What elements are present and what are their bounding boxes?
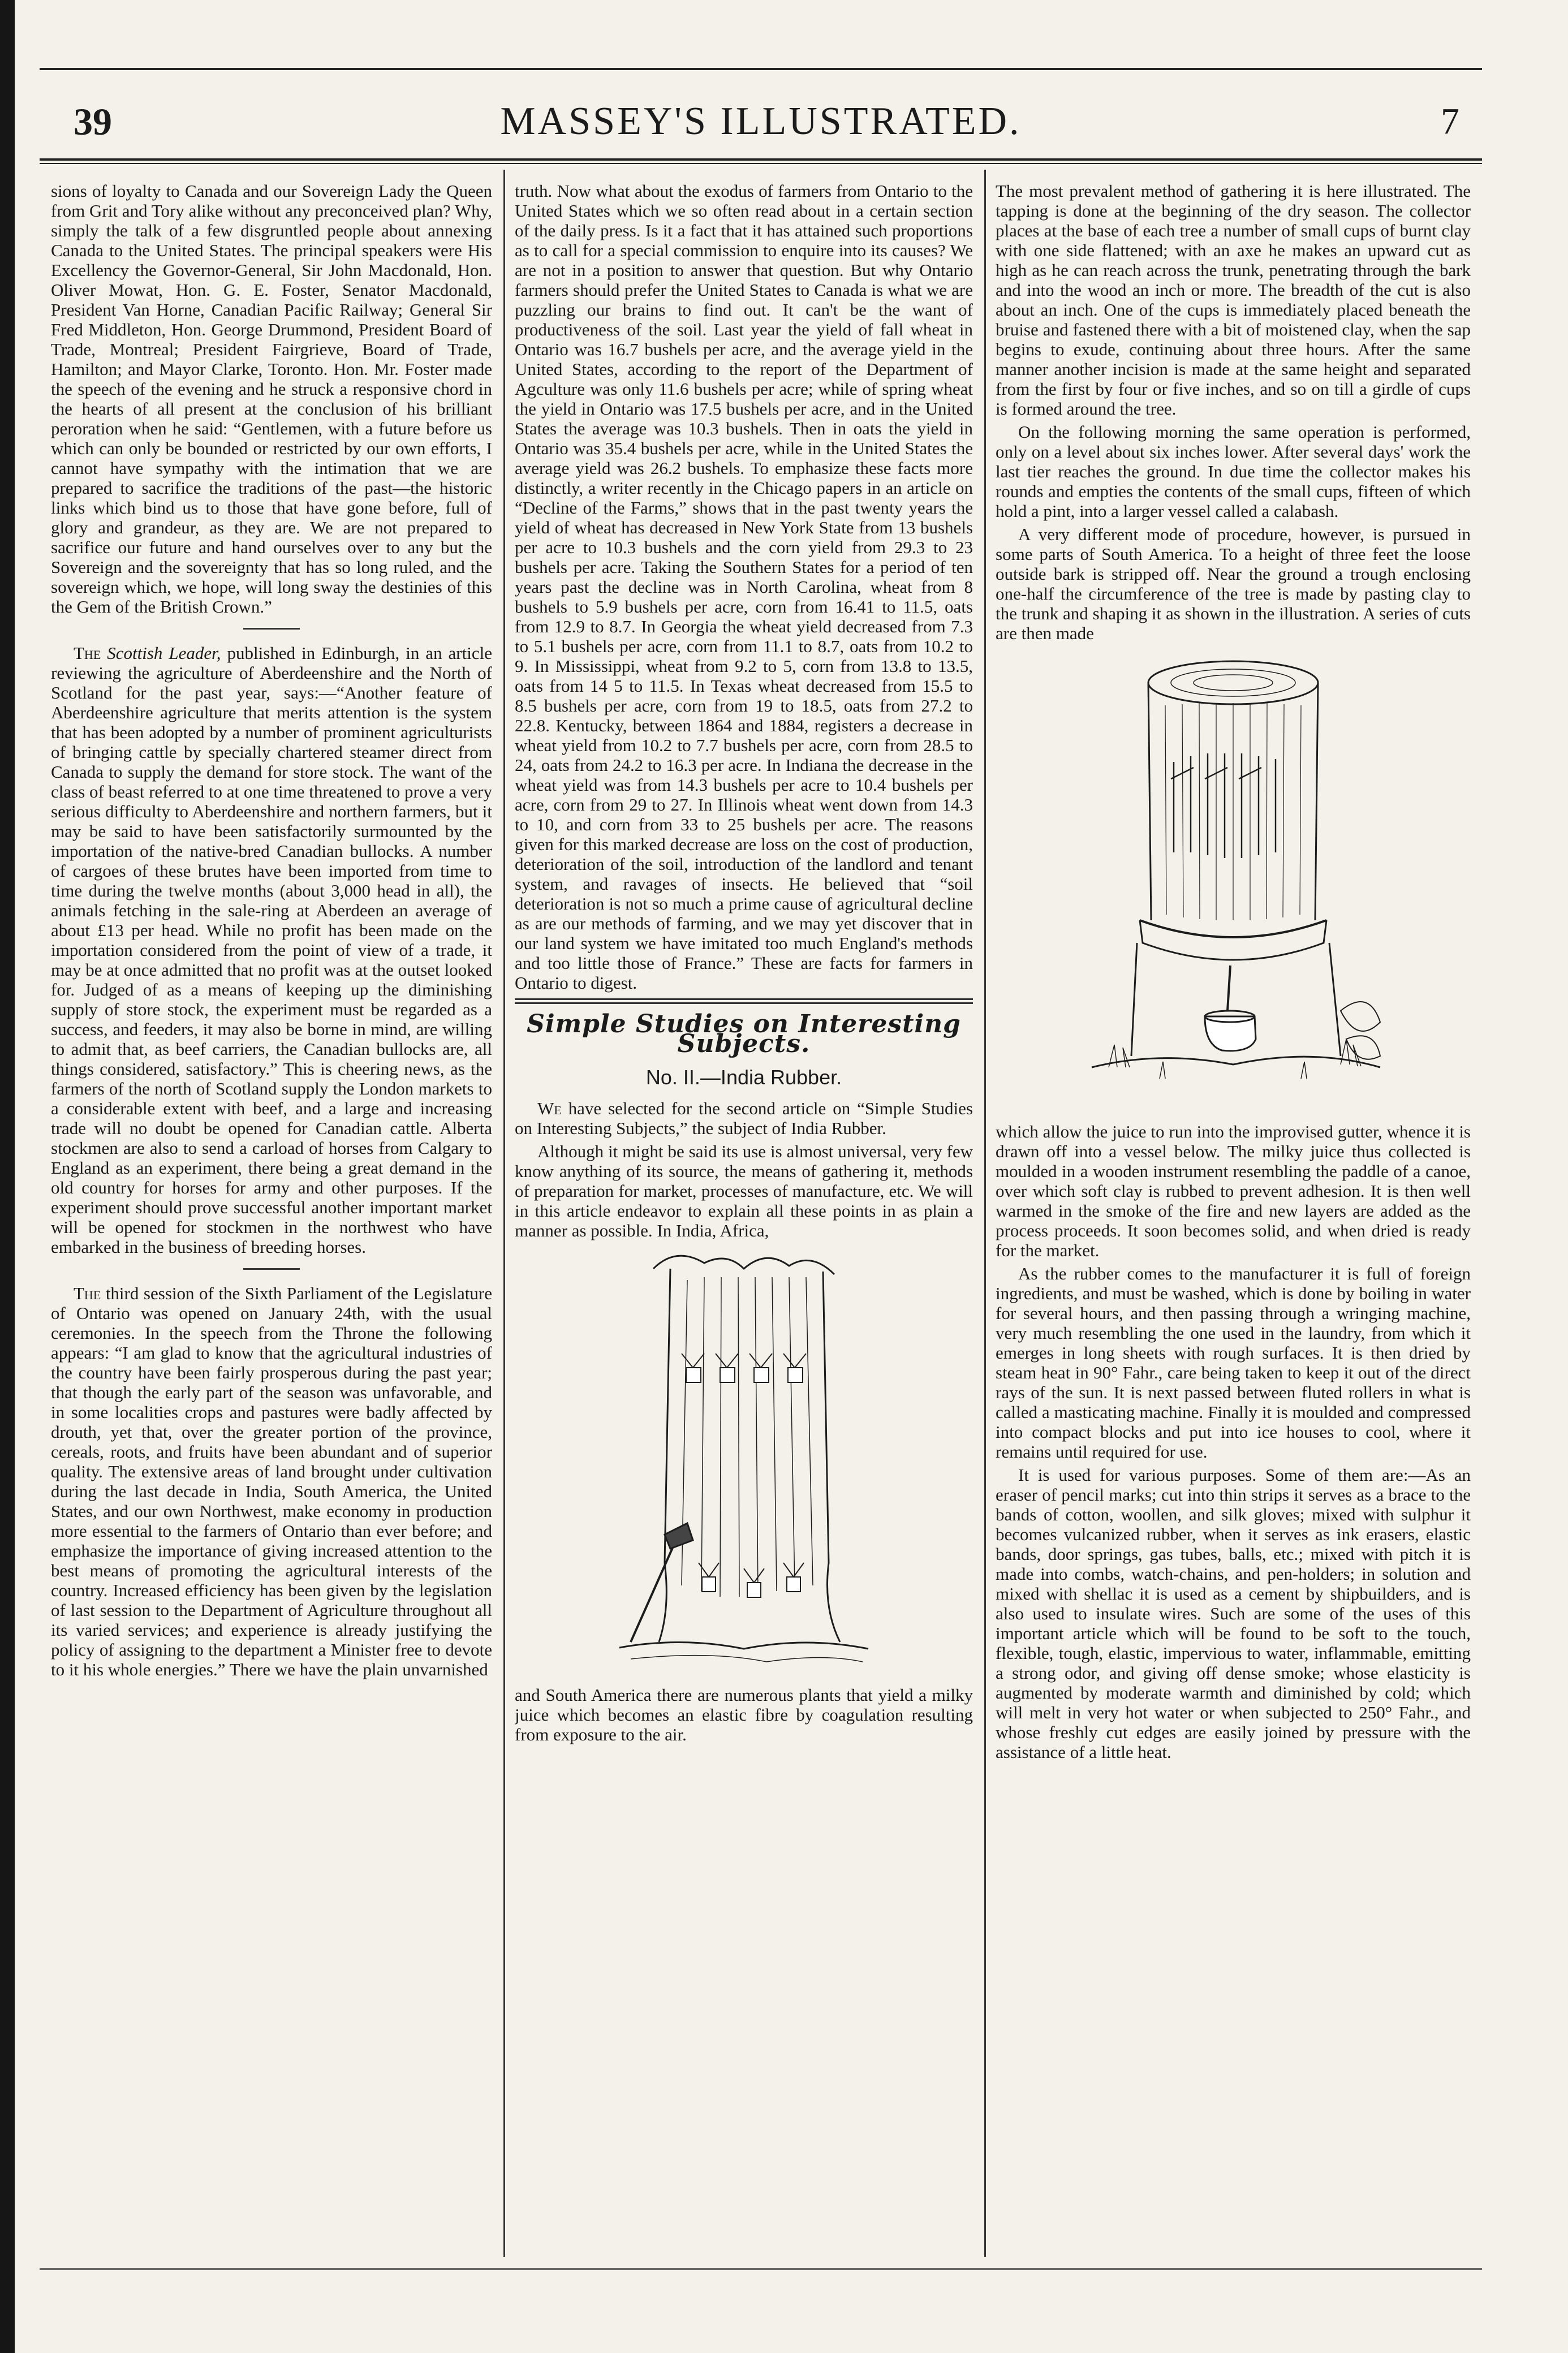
- paragraph-body: published in Edinburgh, in an article reviewing the agriculture of Aberdeenshire and the North of Scotland for the past year, says:—“Another feature of Aberdeenshire agriculture that merits attention is the system that has been adopted by a number of prominent agriculturists of bringing cattle by specially chartered steamer direct from Canada to supply the demand for store stock. The want of the class of beast referred to at one time threatened to prove a very serious difficulty to Aberdeenshire and northern farmers, but it may be said to have been satisfactorily surmounted by the importation of the native-bred Canadian bullocks. A number of cargoes of these brutes have been imported from time to time during the twelve months (about 3,000 head in all), the animals fetching in the sale-ring at Aberdeen an average of about £13 per head. While no profit has been made on the importation considered from the point of view of a trade, it may be at once admitted that no profit was at the outset looked for. Judged of as a means of keeping up the diminishing supply of store stock, the experiment must be regarded as a success, and feeders, it may also be borne in mind, are willing to admit that, as beef carriers, the Canadian bullocks are, all things considered, satisfactory.” This is cheering news, as the farmers of the north of Scotland supply the London markets to a considerable extent with beef, and a large and increasing trade will no doubt be opened for Canadian cattle. Alberta stockmen are also to send a carload of horses from Calgary to England as an experiment, there being a great demand in the old country for horses for army and other purposes. If the experiment should prove successful another important market will be opened for stockmen in the northwest who have embarked in the business of breeding horses.: [51, 643, 492, 1257]
- separator-rule: [243, 628, 300, 630]
- separator-rule: [243, 1268, 300, 1270]
- paragraph-body: third session of the Sixth Parliament of the Legislature of Ontario was opened on January 24th, with the usual ceremonies. In the speech from the Throne the following appears: “I am glad to know that the agricultural industries of the country have been fairly prosperous during the past year; that though the early part of the season was unfavorable, and in some localities crops and pastures were badly affected by drouth, yet that, over the greater portion of the province, cereals, roots, and fruits have been abundant and of superior quality. The extensive areas of land brought under cultivation during the last decade in India, South America, the United States, and our own Northwest, make economy in production more essential to the farmers of Ontario than ever before; and emphasize the importance of giving increased attention to the best means of promoting the agricultural interests of the country. Increased efficiency has been given by the legislation of last session to the Department of Agriculture throughout all its varied services; and experience is already justifying the policy of assigning to the department a Minister free to devote to it his whole energies.” There we have the plain unvarnished: [51, 1283, 492, 1679]
- column-rule-1: [503, 170, 505, 2257]
- paragraph-universal: Although it might be said its use is almost universal, very few know anything of its source, the means of gathering it, methods of preparation for market, processes of manufacture, etc. We will in this article endeavor to explain all these points in as plain a manner as possible. In India, Africa,: [515, 1141, 973, 1240]
- lead-word: The: [74, 643, 101, 663]
- illustration-tree-with-cups: [597, 1246, 891, 1676]
- column-3: [996, 181, 1471, 2262]
- paragraph-exodus: truth. Now what about the exodus of farmers from Ontario to the United States which we so often read about in a certain section of the daily press. Is it a fact that it has attained such proportions as to call for a special commission to enquire into its causes? We are not in a position to answer that question. But why Ontario farmers should prefer the United States to Canada is what we are puzzling our brains to find out. It can't be the want of productiveness of the soil. Last year the yield of fall wheat in Ontario was 16.7 bushels per acre, and the average yield in the United States, according to the report of the Department of Agculture was only 11.6 bushels per acre; while of spring wheat the yield in Ontario was 17.5 bushels per acre, and in the United States the average was 10.3 bushels. Then in oats the yield in Ontario was 35.4 bushels per acre, while in the United States the average yield was 26.2 bushels. To emphasize these facts more distinctly, a writer recently in the Chicago papers in an article on “Decline of the Farms,” shows that in the past twenty years the yield of wheat has decreased in New York State from 13 bushels per acre to 10.3 bushels and the corn yield from 29.3 to 23 bushels per acre. Taking the Southern States for a period of ten years past the decline was in North Carolina, wheat from 8 bushels to 5.9 bushels per acre, corn from 16.41 to 11.5, oats from 12.9 to 8.7. In Georgia the wheat yield decreased from 7.3 to 5.1 bushels per acre, corn from 11.1 to 8.7, oats from 10.2 to 9. In Mississippi, wheat from 9.2 to 5, corn from 13.8 to 13.5, oats from 14 5 to 11.5. In Texas wheat decreased from 15.5 to 8.5 bushels per acre, corn from 19 to 18.5, oats from 27.2 to 22.8. Kentucky, between 1864 and 1884, registers a decrease in wheat yield from 10.2 to 7.7 bushels per acre, corn from 28.5 to 24, oats from 24.2 to 16.3 per acre. In Indiana the decrease in the wheat yield was from 14.3 bushels per acre to 10.4 bushels per acre, corn from 29 to 27. In Illinois wheat went down from 14.3 to 10, and corn from 33 to 25 bushels per acre. The reasons given for this marked decrease are loss on the cost of production, deterioration of the soil, introduction of the landlord and tenant system, and ravages of insects. He believed that “soil deterioration is not so much a prime cause of agricultural decline as are our methods of farming, and we may yet discover that in our land system we have imitated too much England's methods and too little those of France.” These are facts for farmers in Ontario to digest.: [515, 181, 973, 993]
- bottom-rule: [40, 2268, 1482, 2270]
- column-1: [51, 181, 492, 2262]
- paragraph-manufacturer: As the rubber comes to the manufacturer it is full of foreign ingredients, and must be washed, which is done by boiling in water for several hours, and then passing through a wringing machine, very much resembling the one used in the laundry, from which it emerges in long sheets with rough surfaces. It is then dried by steam heat in 90° Fahr., care being taken to keep it out of the direct rays of the sun. It is next passed between fluted rollers in what is called a masticating machine. Finally it is moulded and compressed into compact blocks and put into ice houses to cool, where it remains until required for use.: [996, 1264, 1471, 1462]
- binding-spine: [0, 0, 15, 2353]
- newspaper-page: [17, 0, 1493, 2353]
- paragraph-south-america: A very different mode of procedure, however, is pursued in some parts of South America. To a height of three feet the loose outside bark is stripped off. Near the ground a trough enclosing one-half the circumference of the tree is made by pasting clay to the trunk and shaping it as shown in the illustration. A series of cuts are then made: [996, 524, 1471, 643]
- paragraph-milky-juice: and South America there are numerous plants that yield a milky juice which becomes an elastic fibre by coagulation resulting from exposure to the air.: [515, 1685, 973, 1744]
- paragraph-method: The most prevalent method of gathering it is here illustrated. The tapping is done at the beginning of the dry season. The collector places at the base of each tree a number of small cups of burnt clay with one side flattened; with an axe he makes an upward cut as high as he can reach across the trunk, penetrating through the bark and into the wood an inch or more. The breadth of the cut is also about an inch. One of the cups is immediately placed beneath the bruise and fastened there with a bit of moistened clay, when the sap begins to exude, continuing about three hours. After the same manner another incision is made at the same height and separated from the first by four or five inches, and so on till a girdle of cups is formed around the tree.: [996, 181, 1471, 419]
- lead-word: The: [74, 1283, 101, 1303]
- masthead-double-rule: [40, 158, 1482, 164]
- masthead: [40, 90, 1482, 158]
- paragraph-following-morning: On the following morning the same operation is performed, only on a level about six inches lower. After several days' work the last tier reaches the ground. In due time the collector makes his rounds and empties the contents of the small cups, fifteen of which hold a pint, into a larger vessel called a calabash.: [996, 422, 1471, 521]
- paragraph-parliament: [51, 1283, 492, 1679]
- illustration-tree-with-trough: [1075, 649, 1392, 1113]
- section-heading: Simple Studies on Interesting Subjects.: [527, 1010, 961, 1058]
- top-rule: [40, 68, 1482, 70]
- page-number-left: 39: [74, 100, 112, 143]
- paragraph-body: have selected for the second article on “Simple Studies on Interesting Subjects,” the subject of India Rubber.: [515, 1098, 973, 1138]
- paragraph-uses: It is used for various purposes. Some of them are:—As an eraser of pencil marks; cut into thin strips it serves as a brace to the bands of cotton, woollen, and silk gloves; mixed with sulphur it becomes vulcanized rubber, when it serves as ink erasers, elastic bands, door springs, gas tubes, balls, etc.; mixed with pitch it is made into combs, watch-chains, and pen-holders; in solution and mixed with shellac it is used as a cement by shipbuilders, and is also used to insulate wires. Such are some of the uses of this important article which will be found to be soft to the touch, flexible, tough, elastic, impervious to water, inflammable, emitting a strong odor, and giving off dense smoke; whose elasticity is augmented by moderate warmth and diminished by cold; which will melt in very hot water or when subjected to 250° Fahr., and whose freshly cut edges are easily joined by pressure with the assistance of a little heat.: [996, 1465, 1471, 1762]
- heading-double-rule: [515, 998, 973, 1004]
- lead-word: We: [537, 1098, 562, 1118]
- paragraph-loyalty: sions of loyalty to Canada and our Sovereign Lady the Queen from Grit and Tory alike without any preconceived plan? Why, simply the talk of a few disgruntled people about annexing Canada to the United States. The principal speakers were His Excellency the Governor-General, Sir John Macdonald, Hon. Oliver Mowat, Hon. G. E. Foster, Senator Macdonald, President Van Horne, Canadian Pacific Railway; General Sir Fred Middleton, Hon. George Drummond, President Board of Trade, Montreal; President Fairgrieve, Board of Trade, Hamilton; and Mayor Clarke, Toronto. Hon. Mr. Foster made the speech of the evening and he struck a responsive chord in the hearts of all present at the conclusion of his brilliant peroration when he said: “Gentlemen, with a future before us which can only be bounded or restricted by our own efforts, I cannot have sympathy with the intimation that we are prepared to sacrifice the traditions of the past—the historic links which bind us to those that have gone before, full of glory and grandeur, as they are. We are not prepared to sacrifice our future and hand ourselves over to any but the Sovereign and the sovereignty that has so long ruled, and the sovereign which, we hope, will long sway the destinies of this the Gem of the British Crown.”: [51, 181, 492, 617]
- publication-title: MASSEY'S ILLUSTRATED.: [500, 100, 1022, 143]
- page-number-right: 7: [1441, 101, 1459, 142]
- column-rule-2: [984, 170, 986, 2257]
- publication-name: Scottish Leader,: [107, 643, 221, 663]
- column-2: [515, 181, 973, 2262]
- paragraph-scottish-leader: [51, 643, 492, 1257]
- paragraph-gutter: which allow the juice to run into the improvised gutter, whence it is drawn off into a vessel below. The milky juice thus collected is moulded in a wooden instrument resembling the paddle of a canoe, over which soft clay is rubbed to prevent adhesion. It is then well warmed in the smoke of the fire and new layers are added as the process proceeds. It soon becomes solid, and when dried is ready for the market.: [996, 1122, 1471, 1260]
- paragraph-intro: [515, 1098, 973, 1138]
- article-subheading: No. II.—India Rubber.: [645, 1066, 842, 1089]
